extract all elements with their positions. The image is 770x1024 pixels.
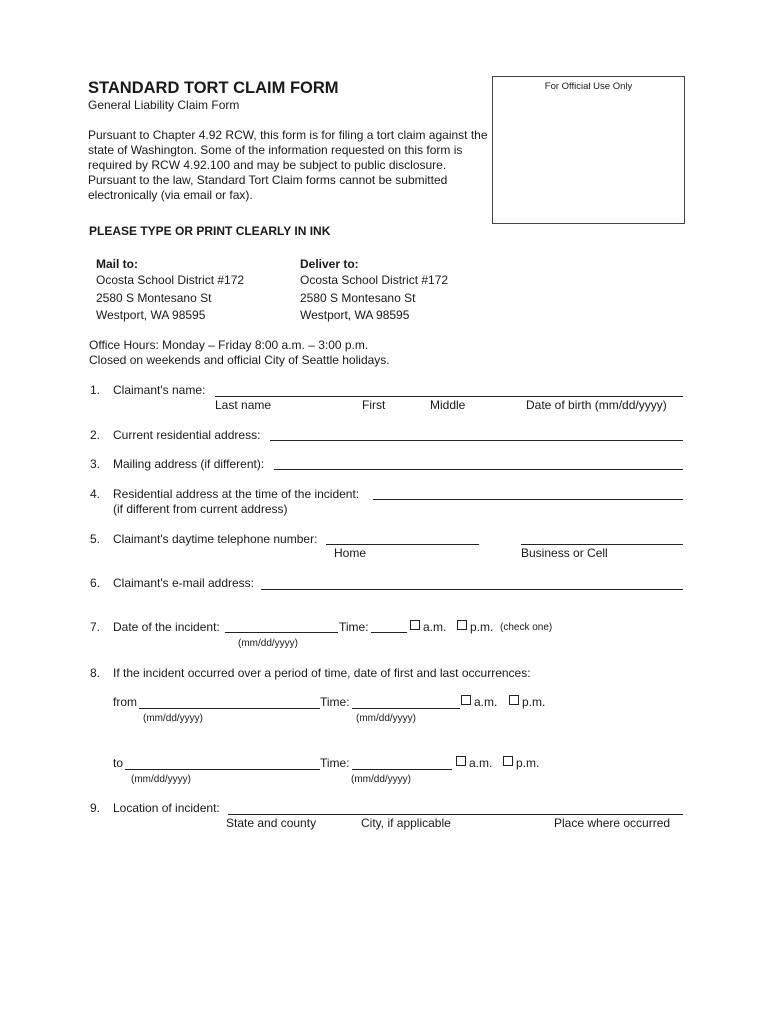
city-caption: City, if applicable (361, 816, 451, 830)
incident-time-input[interactable] (371, 632, 407, 633)
email-input[interactable] (261, 589, 683, 590)
claimant-name-input[interactable] (215, 396, 683, 397)
deliver-to-line: 2580 S Montesano St (300, 291, 416, 305)
instruction-heading: PLEASE TYPE OR PRINT CLEARLY IN INK (89, 224, 331, 238)
state-county-caption: State and county (226, 816, 317, 830)
from-time-label: Time: (320, 695, 350, 709)
am-label: a.m. (423, 620, 447, 634)
residential-address-label: Current residential address: (113, 428, 261, 442)
deliver-to-line: Westport, WA 98595 (300, 308, 410, 322)
incident-address-label: Residential address at the time of the incident: (113, 487, 360, 501)
to-pm-checkbox[interactable] (503, 756, 513, 766)
office-closed-note: Closed on weekends and official City of Seattle holidays. (89, 353, 390, 367)
from-pm-label: p.m. (522, 695, 546, 709)
q1-number: 1. (90, 383, 101, 397)
place-caption: Place where occurred (554, 816, 671, 830)
form-subtitle: General Liability Claim Form (88, 98, 240, 112)
mail-to-line: 2580 S Montesano St (96, 291, 212, 305)
from-am-label: a.m. (474, 695, 498, 709)
deliver-to-heading: Deliver to: (300, 257, 359, 271)
incident-time-label: Time: (339, 620, 369, 634)
check-one-note: (check one) (500, 622, 553, 633)
q3-number: 3. (90, 457, 101, 471)
incident-address-note: (if different from current address) (113, 502, 288, 516)
last-name-caption: Last name (215, 398, 272, 412)
deliver-to-line: Ocosta School District #172 (300, 273, 449, 287)
pm-label: p.m. (470, 620, 494, 634)
intro-paragraph: Pursuant to Chapter 4.92 RCW, this form is for filing a tort claim against the state of Washington. Some of the information requested on this form is required by RCW 4.92.100 and may be subject to public disclosure. Pursuant to the law, Standard Tort Claim forms cannot be submitted electronically (via email or fax). (88, 128, 488, 202)
from-date-input[interactable] (139, 708, 320, 709)
phone-label: Claimant's daytime telephone number: (113, 532, 318, 546)
q2-number: 2. (90, 428, 101, 442)
email-label: Claimant's e-mail address: (113, 576, 255, 590)
location-input[interactable] (228, 814, 683, 815)
first-name-caption: First (362, 398, 386, 412)
to-time-input[interactable] (352, 769, 452, 770)
to-am-checkbox[interactable] (456, 756, 466, 766)
mail-to-line: Westport, WA 98595 (96, 308, 206, 322)
business-caption: Business or Cell (521, 546, 608, 560)
office-hours: Office Hours: Monday – Friday 8:00 a.m. – 3:00 p.m. (89, 338, 369, 352)
q4-number: 4. (90, 487, 101, 501)
to-date-input[interactable] (125, 769, 320, 770)
mailing-address-input[interactable] (274, 469, 683, 470)
to-date-hint: (mm/dd/yyyy) (131, 774, 191, 785)
incident-address-input[interactable] (373, 499, 683, 500)
q9-number: 9. (90, 801, 101, 815)
pm-checkbox[interactable] (457, 620, 467, 630)
location-label: Location of incident: (113, 801, 220, 815)
residential-address-input[interactable] (270, 440, 683, 441)
to-am-label: a.m. (469, 756, 493, 770)
to-pm-label: p.m. (516, 756, 540, 770)
to-label: to (113, 756, 124, 770)
date-format-hint: (mm/dd/yyyy) (238, 638, 298, 649)
home-caption: Home (334, 546, 367, 560)
am-checkbox[interactable] (410, 620, 420, 630)
from-date-hint: (mm/dd/yyyy) (143, 713, 203, 724)
official-use-box (492, 76, 685, 224)
mailing-address-label: Mailing address (if different): (113, 457, 265, 471)
from-am-checkbox[interactable] (461, 695, 471, 705)
incident-date-input[interactable] (225, 632, 338, 633)
from-pm-checkbox[interactable] (509, 695, 519, 705)
official-use-label: For Official Use Only (544, 81, 633, 92)
incident-date-label: Date of the incident: (113, 620, 220, 634)
claimant-name-label: Claimant's name: (113, 383, 206, 397)
q5-number: 5. (90, 532, 101, 546)
home-phone-input[interactable] (326, 544, 479, 545)
q6-number: 6. (90, 576, 101, 590)
dob-caption: Date of birth (mm/dd/yyyy) (526, 398, 667, 412)
middle-name-caption: Middle (430, 398, 466, 412)
from-time-input[interactable] (352, 708, 460, 709)
from-time-hint: (mm/dd/yyyy) (356, 713, 416, 724)
business-phone-input[interactable] (521, 544, 683, 545)
mail-to-line: Ocosta School District #172 (96, 273, 245, 287)
form-title: STANDARD TORT CLAIM FORM (88, 79, 339, 97)
mail-to-heading: Mail to: (96, 257, 138, 271)
to-time-hint: (mm/dd/yyyy) (351, 774, 411, 785)
period-label: If the incident occurred over a period of time, date of first and last occurrences: (113, 666, 531, 680)
to-time-label: Time: (320, 756, 350, 770)
q8-number: 8. (90, 666, 101, 680)
q7-number: 7. (90, 620, 101, 634)
from-label: from (113, 695, 137, 709)
